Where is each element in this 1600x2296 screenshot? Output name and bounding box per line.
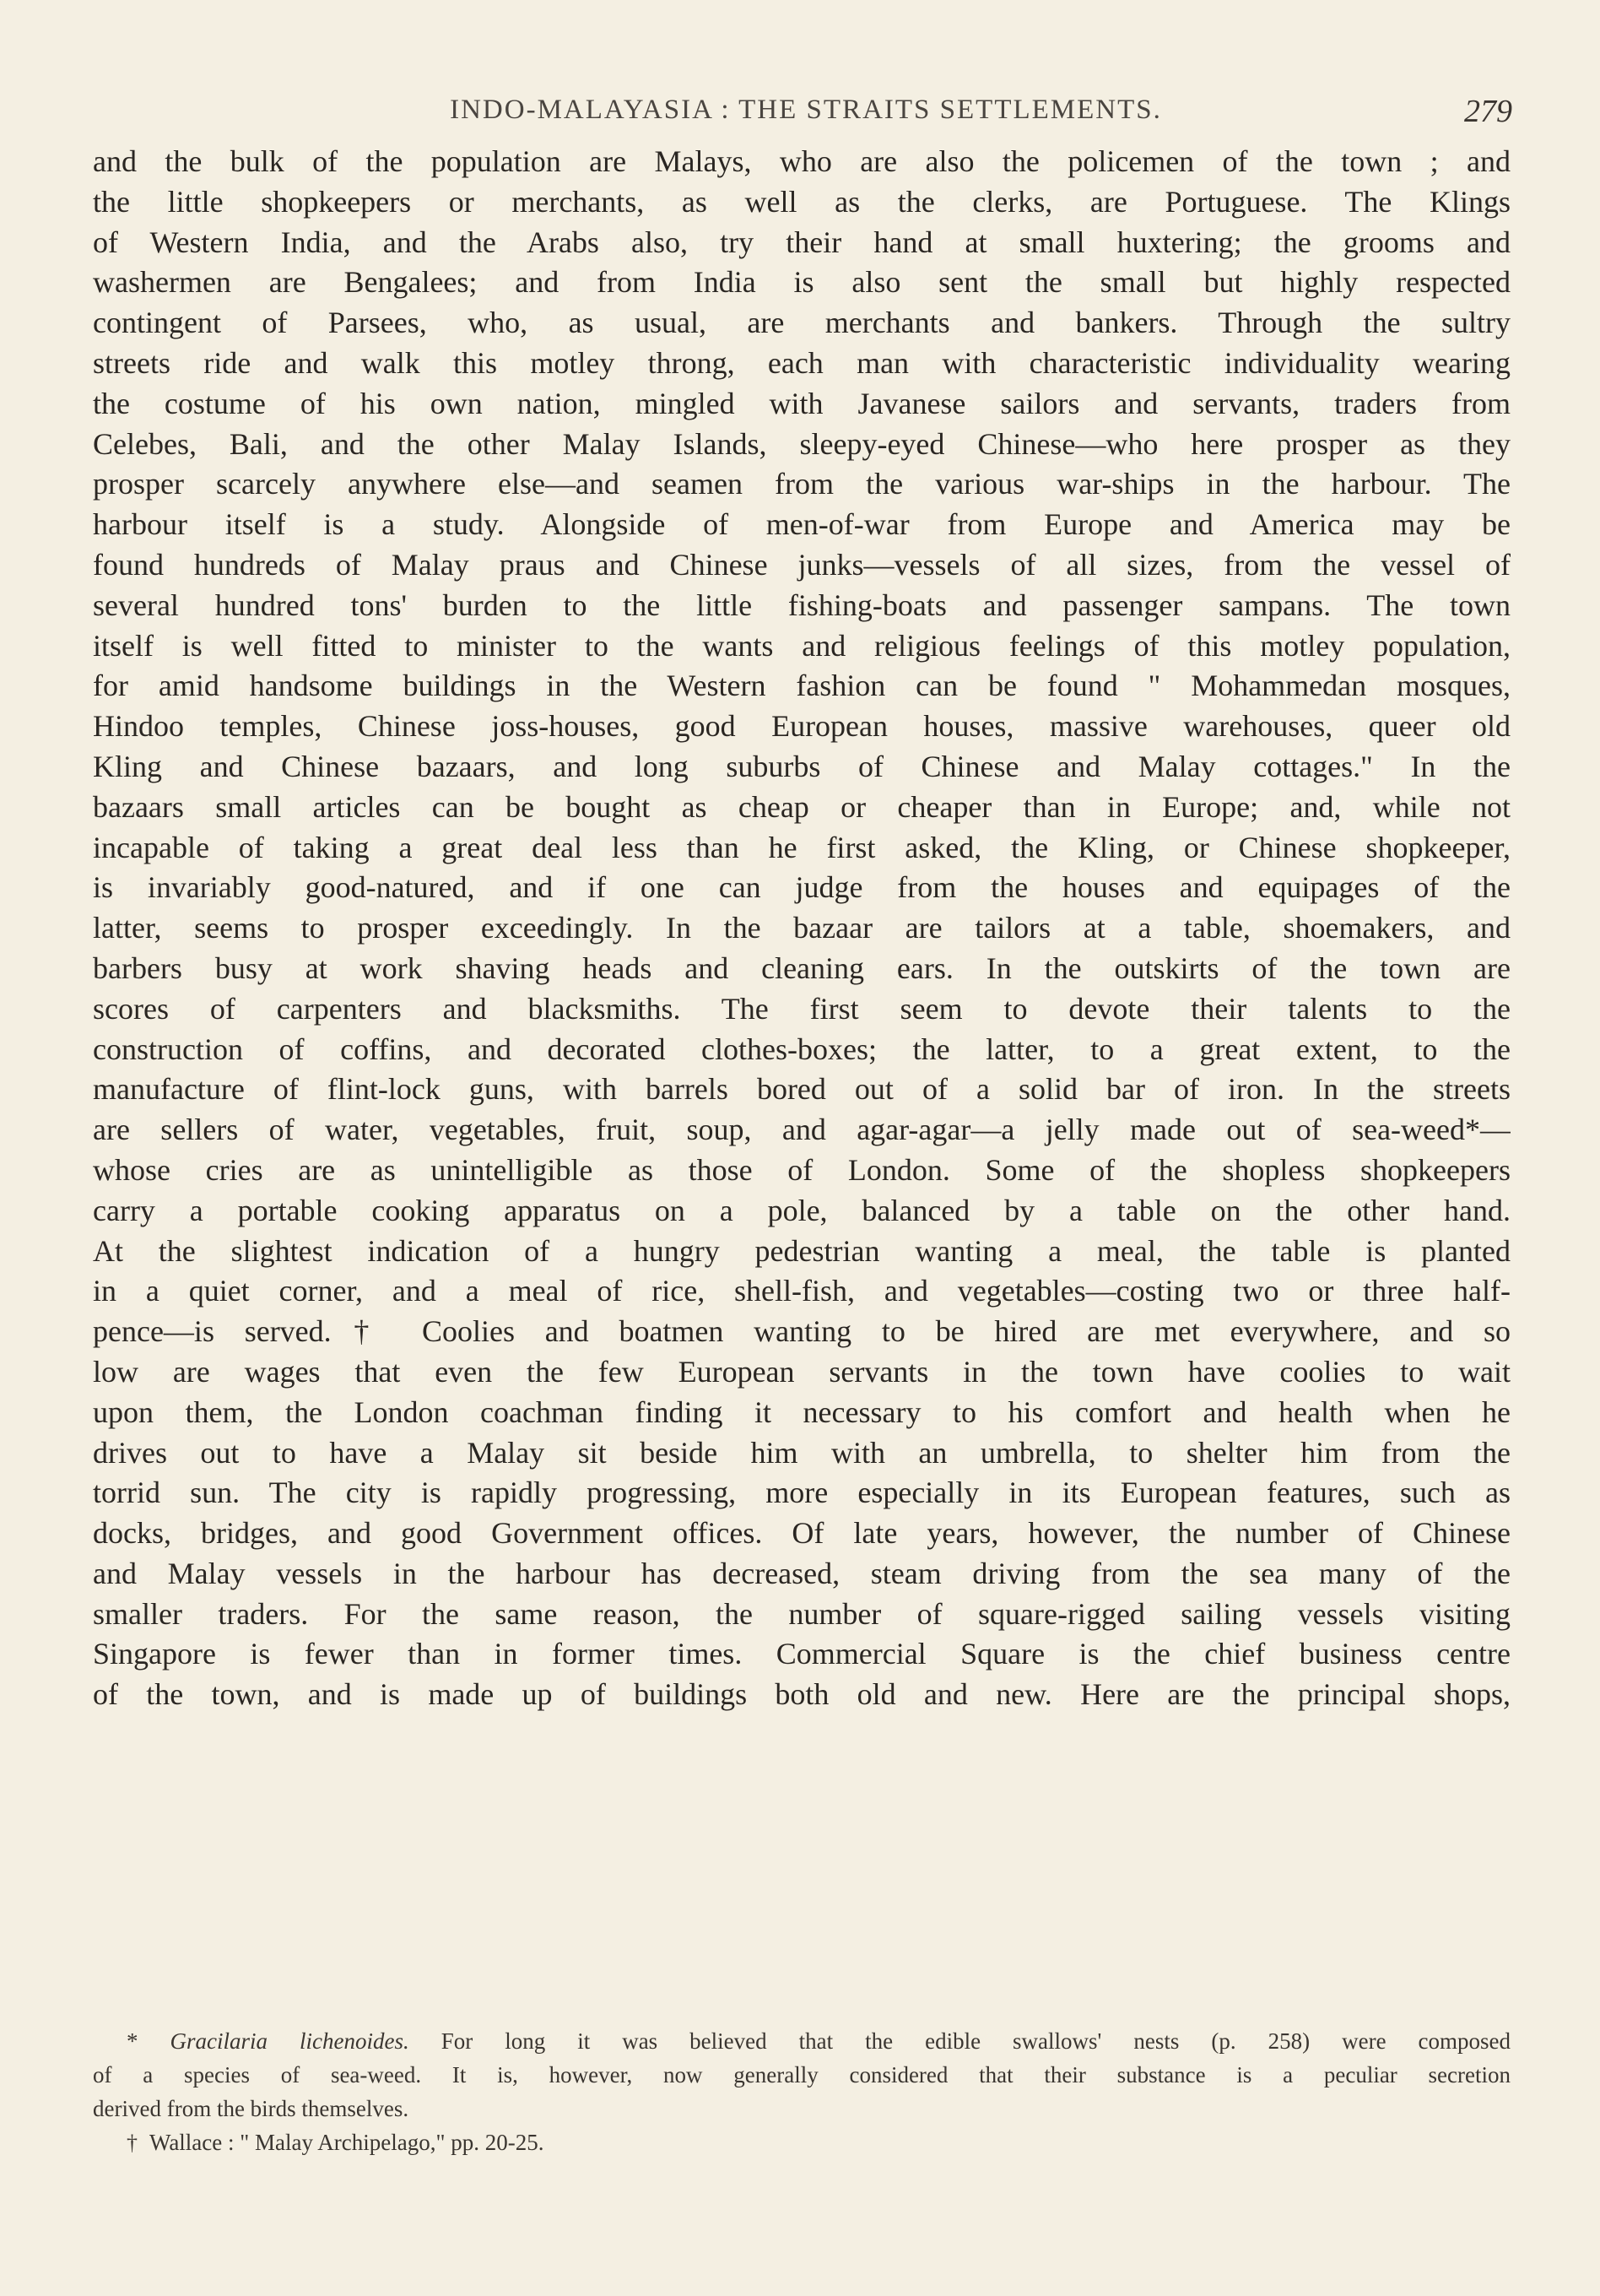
text-line: prosper scarcely anywhere else—and seamen from the various war-ships in the harbour. The (93, 467, 1511, 501)
running-head (93, 95, 1519, 137)
text-line: upon them, the London coachman finding it necessary to his comfort and health when he (93, 1394, 1511, 1429)
text-line: Celebes, Bali, and the other Malay Islands, sleepy-eyed Chinese—who here prosper as they (93, 426, 1511, 461)
text-line: washermen are Bengalees; and from India is also sent the small but highly respected (93, 265, 1511, 300)
text-line: for amid handsome buildings in the Western fashion can be found " Mohammedan mosques, (93, 669, 1511, 703)
footnote-1-line (93, 2024, 1511, 2058)
text-line: is invariably good-natured, and if one can judge from the houses and equipages of the (93, 870, 1511, 905)
text-line: Singapore is fewer than in former times. Commercial Square is the chief business centre (93, 1637, 1511, 1671)
text-line: contingent of Parsees, who, as usual, are merchants and bankers. Through the sultry (93, 306, 1511, 340)
footnote-text: For long it was believed that the edible swallows' nests (p. 258) were composed (441, 2028, 1511, 2054)
text-line: of Western India, and the Arabs also, try their hand at small huxtering; the grooms and (93, 225, 1511, 259)
text-line: are sellers of water, vegetables, fruit, soup, and agar-agar—a jelly made out of sea-weed*— (93, 1113, 1511, 1147)
text-line: construction of coffins, and decorated clothes-boxes; the latter, to a great extent, to the (93, 1032, 1511, 1066)
text-line: several hundred tons' burden to the little fishing-boats and passenger sampans. The town (93, 588, 1511, 622)
text-line: harbour itself is a study. Alongside of men-of-war from Europe and America may be (93, 507, 1511, 542)
footnote-species-name: Gracilaria lichenoides. (170, 2028, 409, 2054)
footnote-1-line: derived from the birds themselves. (93, 2096, 409, 2121)
text-line: smaller traders. For the same reason, the number of square-rigged sailing vessels visiting (93, 1596, 1511, 1631)
footnote-text: Wallace : " Malay Archipelago," pp. 20-25. (149, 2130, 544, 2155)
text-line: streets ride and walk this motley throng, each man with characteristic individuality wearing (93, 345, 1511, 380)
page-number: 279 (1464, 94, 1512, 129)
footnote-marker: * (127, 2028, 138, 2054)
body-text (93, 142, 1511, 1715)
text-line: in a quiet corner, and a meal of rice, shell-fish, and vegetables—costing two or three half- (93, 1274, 1511, 1308)
text-line: of the town, and is made up of buildings both old and new. Here are the principal shops, (93, 1677, 1511, 1712)
text-line: and the bulk of the population are Malays, who are also the policemen of the town ; and (93, 144, 1511, 178)
text-line: the costume of his own nation, mingled with Javanese sailors and servants, traders from (93, 386, 1511, 420)
text-line: found hundreds of Malay praus and Chinese junks—vessels of all sizes, from the vessel of (93, 547, 1511, 582)
text-line: the little shopkeepers or merchants, as well as the clerks, are Portuguese. The Klings (93, 184, 1511, 219)
text-line: whose cries are as unintelligible as those of London. Some of the shopless shopkeepers (93, 1152, 1511, 1187)
text-line: carry a portable cooking apparatus on a pole, balanced by a table on the other hand. (93, 1193, 1511, 1227)
running-title: INDO-MALAYASIA : THE STRAITS SETTLEMENTS. (450, 95, 1162, 125)
text-line: torrid sun. The city is rapidly progressing, more especially in its European features, such as (93, 1476, 1511, 1510)
text-line: manufacture of flint-lock guns, with barrels bored out of a solid bar of iron. In the streets (93, 1072, 1511, 1107)
text-line: latter, seems to prosper exceedingly. In the bazaar are tailors at a table, shoemakers, and (93, 911, 1511, 945)
text-line: At the slightest indication of a hungry pedestrian wanting a meal, the table is planted (93, 1233, 1511, 1268)
text-line: docks, bridges, and good Government offices. Of late years, however, the number of Chinese (93, 1516, 1511, 1551)
text-line: drives out to have a Malay sit beside him with an umbrella, to shelter him from the (93, 1435, 1511, 1470)
footnote-marker: † (127, 2131, 138, 2155)
footnote-2-line (93, 2125, 1511, 2159)
text-line: Hindoo temples, Chinese joss-houses, good European houses, massive warehouses, queer old (93, 709, 1511, 744)
text-line: Kling and Chinese bazaars, and long suburbs of Chinese and Malay cottages." In the (93, 749, 1511, 783)
text-line: pence—is served.† Coolies and boatmen wanting to be hired are met everywhere, and so (93, 1314, 1511, 1349)
footnote-1-line: of a species of sea-weed. It is, however, now generally considered that their substance is a peculiar secretion (93, 2062, 1511, 2088)
text-line: low are wages that even the few European servants in the town have coolies to wait (93, 1354, 1511, 1389)
text-line: scores of carpenters and blacksmiths. The first seem to devote their talents to the (93, 991, 1511, 1026)
text-line: itself is well fitted to minister to the wants and religious feelings of this motley population, (93, 628, 1511, 663)
text-line: bazaars small articles can be bought as cheap or cheaper than in Europe; and, while not (93, 789, 1511, 824)
text-line: incapable of taking a great deal less than he first asked, the Kling, or Chinese shopkeeper, (93, 830, 1511, 864)
text-line: and Malay vessels in the harbour has decreased, steam driving from the sea many of the (93, 1556, 1511, 1590)
text-line: barbers busy at work shaving heads and cleaning ears. In the outskirts of the town are (93, 950, 1511, 985)
footnotes (93, 2024, 1511, 2159)
